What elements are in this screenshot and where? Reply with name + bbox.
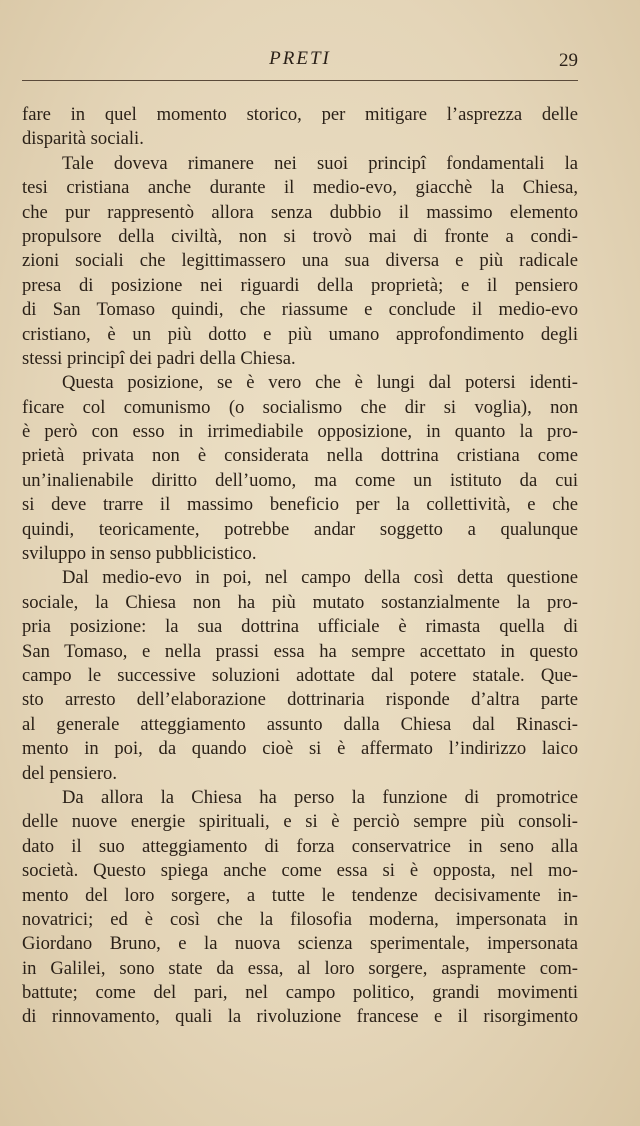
text-line: disparità sociali. (22, 128, 144, 150)
body-text (22, 103, 578, 1030)
text-line: zioni sociali che legittimassero una sua diversa e più radicale (22, 250, 578, 272)
text-line: ficare col comunismo (o socialismo che dir si voglia), non (22, 396, 578, 418)
text-line: quindi, teoricamente, potrebbe andar soggetto a qualunque (22, 518, 578, 540)
text-line: sviluppo in senso pubblicistico. (22, 543, 257, 565)
text-line: sociale, la Chiesa non ha più mutato sostanzialmente la pro- (22, 591, 578, 613)
text-line: campo le successive soluzioni adottate dal potere statale. Que- (22, 664, 578, 686)
text-line: del pensiero. (22, 762, 118, 784)
text-line: San Tomaso, e nella prassi essa ha sempre accettato in questo (22, 640, 578, 662)
running-title: PRETI (269, 48, 331, 69)
text-line: dato il suo atteggiamento di forza conservatrice in seno alla (22, 835, 578, 857)
text-line: si deve trarre il massimo beneficio per la collettività, e che (22, 494, 578, 516)
page-header (22, 46, 578, 81)
text-line: battute; come del pari, nel campo politico, grandi movimenti (22, 982, 578, 1004)
text-line: sto arresto dell’elaborazione dottrinaria risponde d’altra parte (22, 689, 578, 711)
text-line: società. Questo spiega anche come essa si è opposta, nel mo- (22, 860, 578, 882)
text-line: propulsore della civiltà, non si trovò mai di fronte a condi- (22, 225, 578, 247)
text-line: in Galilei, sono state da essa, al loro sorgere, aspramente com- (22, 957, 578, 979)
text-line: Dal medio-evo in poi, nel campo della così detta questione (62, 567, 578, 589)
text-line: al generale atteggiamento assunto dalla Chiesa dal Rinasci- (22, 713, 578, 735)
text-line: Da allora la Chiesa ha perso la funzione di promotrice (62, 786, 578, 808)
text-line: stessi principî dei padri della Chiesa. (22, 347, 296, 369)
text-line: Giordano Bruno, e la nuova scienza sperimentale, impersonata (22, 933, 578, 955)
text-line: novatrici; ed è così che la filosofia moderna, impersonata in (22, 908, 578, 930)
text-line: che pur rappresentò allora senza dubbio il massimo elemento (22, 201, 578, 223)
text-line: un’inalienabile diritto dell’uomo, ma come un istituto da cui (22, 469, 578, 491)
text-line: Questa posizione, se è vero che è lungi dal potersi identi- (62, 372, 578, 394)
text-line: è però con esso in irrimediabile opposizione, in quanto la pro- (22, 421, 578, 443)
text-line: di rinnovamento, quali la rivoluzione francese e il risorgimento (22, 1006, 578, 1028)
text-line: Tale doveva rimanere nei suoi principî fondamentali la (62, 152, 578, 174)
text-line: delle nuove energie spirituali, e si è perciò sempre più consoli- (22, 811, 578, 833)
text-line: mento del loro sorgere, a tutte le tendenze decisivamente in- (22, 884, 578, 906)
page-number: 29 (559, 50, 578, 71)
text-line: tesi cristiana anche durante il medio-evo, giacchè la Chiesa, (22, 177, 578, 199)
text-line: fare in quel momento storico, per mitigare l’asprezza delle (22, 104, 578, 125)
text-line: pria posizione: la sua dottrina ufficiale è rimasta quella di (22, 616, 578, 638)
text-line: mento in poi, da quando cioè si è affermato l’indirizzo laico (22, 738, 578, 760)
text-line: prietà privata non è considerata nella dottrina cristiana come (22, 445, 578, 467)
text-line: di San Tomaso quindi, che riassume e conclude il medio-evo (22, 299, 578, 321)
text-line: presa di posizione nei riguardi della proprietà; e il pensiero (22, 274, 578, 296)
text-line: cristiano, è un più dotto e più umano approfondimento degli (22, 323, 578, 345)
